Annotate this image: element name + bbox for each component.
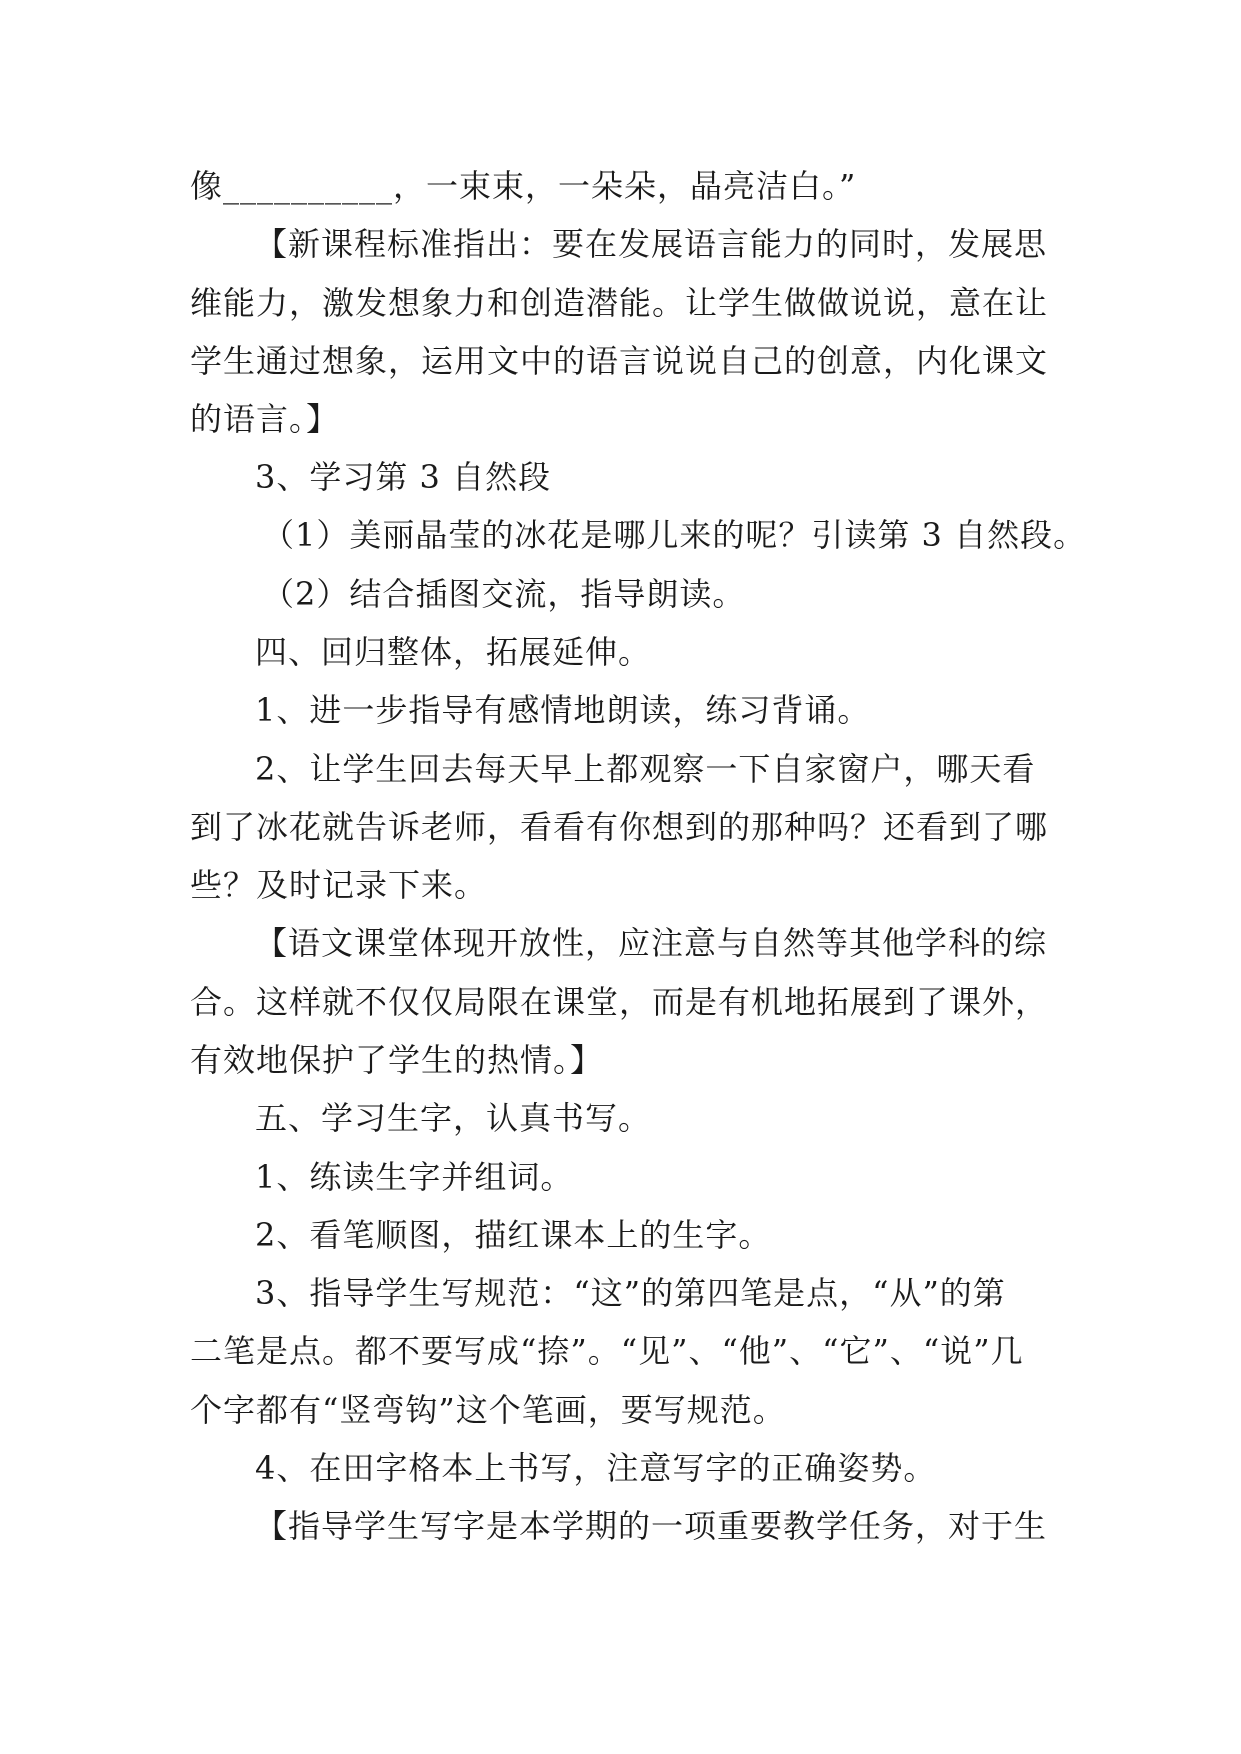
text-line: 2、看笔顺图，描红课本上的生字。 <box>255 1216 772 1254</box>
text-line: 到了冰花就告诉老师，看看有你想到的那种吗？还看到了哪 <box>190 808 1049 846</box>
text-line: 2、让学生回去每天早上都观察一下自家窗户，哪天看 <box>255 750 1036 788</box>
text-line: 1、练读生字并组词。 <box>255 1158 574 1196</box>
text-line: 1、进一步指导有感情地朗读，练习背诵。 <box>255 691 871 729</box>
text-line: （2）结合插图交流，指导朗读。 <box>262 575 746 613</box>
text-line: 【新课程标准指出：要在发展语言能力的同时，发展思 <box>255 225 1048 263</box>
section-heading: 五、学习生字，认真书写。 <box>255 1099 652 1137</box>
text-line: 个字都有“竖弯钩”这个笔画，要写规范。 <box>190 1391 786 1429</box>
text-line: 4、在田字格本上书写，注意写字的正确姿势。 <box>255 1449 937 1487</box>
text-line: 【指导学生写字是本学期的一项重要教学任务，对于生 <box>255 1507 1048 1545</box>
section-heading: 四、回归整体，拓展延伸。 <box>255 633 652 671</box>
text-line: 合。这样就不仅仅局限在课堂，而是有机地拓展到了课外， <box>190 983 1049 1021</box>
text-line: 学生通过想象，运用文中的语言说说自己的创意，内化课文 <box>190 342 1049 380</box>
text-line: 的语言。】 <box>190 400 340 438</box>
section-heading: 3、学习第 3 自然段 <box>255 458 552 496</box>
text-line: 像__________，一束束，一朵朵，晶亮洁白。” <box>190 167 857 205</box>
text-line: 些？及时记录下来。 <box>190 866 488 904</box>
text-line: 二笔是点。都不要写成“捺”。“见”、“他”、“它”、“说”几 <box>190 1332 1024 1370</box>
text-line: 3、指导学生写规范：“这”的第四笔是点，“从”的第 <box>255 1274 1006 1312</box>
text-line: 维能力，激发想象力和创造潜能。让学生做做说说，意在让 <box>190 284 1049 322</box>
text-line: （1）美丽晶莹的冰花是哪儿来的呢？引读第 3 自然段。 <box>262 516 1087 554</box>
text-line: 【语文课堂体现开放性，应注意与自然等其他学科的综 <box>255 924 1048 962</box>
text-line: 有效地保护了学生的热情。】 <box>190 1041 604 1079</box>
